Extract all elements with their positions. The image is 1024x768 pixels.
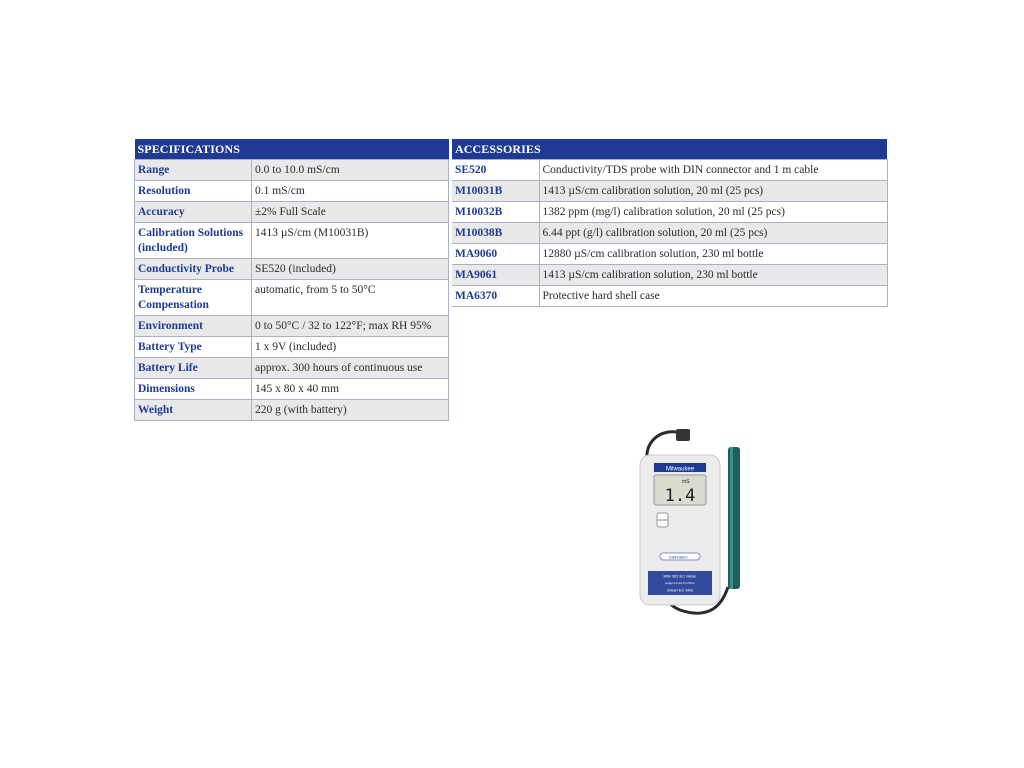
spec-label: Temperature Compensation	[135, 280, 252, 316]
table-row	[135, 181, 449, 202]
accessory-code: M10031B	[452, 181, 539, 202]
spec-value: 1413 µS/cm (M10031B)	[252, 223, 449, 259]
accessory-code: MA6370	[452, 286, 539, 307]
accessory-description: 6.44 ppt (g/l) calibration solution, 20 ml (25 pcs)	[539, 223, 887, 244]
table-row	[135, 259, 449, 280]
accessory-description: 1413 µS/cm calibration solution, 230 ml bottle	[539, 265, 887, 286]
spec-value: 145 x 80 x 40 mm	[252, 379, 449, 400]
table-row	[135, 337, 449, 358]
accessories-header: ACCESSORIES	[452, 139, 887, 160]
spec-label: Battery Type	[135, 337, 252, 358]
spec-value: ±2% Full Scale	[252, 202, 449, 223]
table-row	[135, 160, 449, 181]
model-text: MW 302 EC Meter	[663, 573, 697, 579]
accessory-description: Protective hard shell case	[539, 286, 887, 307]
spec-label: Conductivity Probe	[135, 259, 252, 280]
table-row	[135, 400, 449, 421]
spec-value: 0 to 50°C / 32 to 122°F; max RH 95%	[252, 316, 449, 337]
table-row	[452, 202, 887, 223]
accessories-table	[452, 139, 888, 307]
conductivity-meter-image	[620, 425, 760, 625]
accessory-description: Conductivity/TDS probe with DIN connector and 1 m cable	[539, 160, 887, 181]
accessory-description: 1413 µS/cm calibration solution, 20 ml (25 pcs)	[539, 181, 887, 202]
spec-value: 0.0 to 10.0 mS/cm	[252, 160, 449, 181]
spec-value: approx. 300 hours of continuous use	[252, 358, 449, 379]
calibration-label: Calibration	[668, 554, 688, 560]
spec-label: Accuracy	[135, 202, 252, 223]
accessory-code: SE520	[452, 160, 539, 181]
series-text: Smart EC Mini	[667, 587, 693, 593]
spec-label: Environment	[135, 316, 252, 337]
table-row	[452, 181, 887, 202]
spec-value: automatic, from 5 to 50°C	[252, 280, 449, 316]
table-row	[452, 286, 887, 307]
table-row	[452, 223, 887, 244]
spec-label: Calibration Solutions (included)	[135, 223, 252, 259]
accessory-description: 12880 µS/cm calibration solution, 230 ml bottle	[539, 244, 887, 265]
accessory-code: MA9061	[452, 265, 539, 286]
table-row	[135, 223, 449, 259]
on-off-label: ON OFF	[657, 519, 668, 522]
table-row	[135, 358, 449, 379]
table-row	[452, 244, 887, 265]
table-row	[135, 379, 449, 400]
table-row	[452, 265, 887, 286]
spec-label: Dimensions	[135, 379, 252, 400]
table-row	[452, 160, 887, 181]
spec-label: Resolution	[135, 181, 252, 202]
spec-value: 220 g (with battery)	[252, 400, 449, 421]
spec-label: Battery Life	[135, 358, 252, 379]
table-row	[135, 202, 449, 223]
accessory-code: M10032B	[452, 202, 539, 223]
spec-value: 0.1 mS/cm	[252, 181, 449, 202]
spec-label: Weight	[135, 400, 252, 421]
accessory-code: M10038B	[452, 223, 539, 244]
brand-text: Milwaukee	[665, 466, 695, 473]
table-row	[135, 280, 449, 316]
accessory-description: 1382 ppm (mg/l) calibration solution, 20 ml (25 pcs)	[539, 202, 887, 223]
table-row	[135, 316, 449, 337]
range-text: range 0.0-10.0 mS/cm	[665, 581, 695, 585]
specifications-header: SPECIFICATIONS	[135, 139, 449, 160]
lcd-unit: mS	[682, 479, 690, 485]
spec-value: 1 x 9V (included)	[252, 337, 449, 358]
spec-label: Range	[135, 160, 252, 181]
accessory-code: MA9060	[452, 244, 539, 265]
specifications-table	[134, 139, 449, 421]
spec-value: SE520 (included)	[252, 259, 449, 280]
cable-connector	[676, 429, 690, 441]
lcd-reading: 1.4	[664, 486, 696, 506]
probe	[728, 447, 740, 589]
